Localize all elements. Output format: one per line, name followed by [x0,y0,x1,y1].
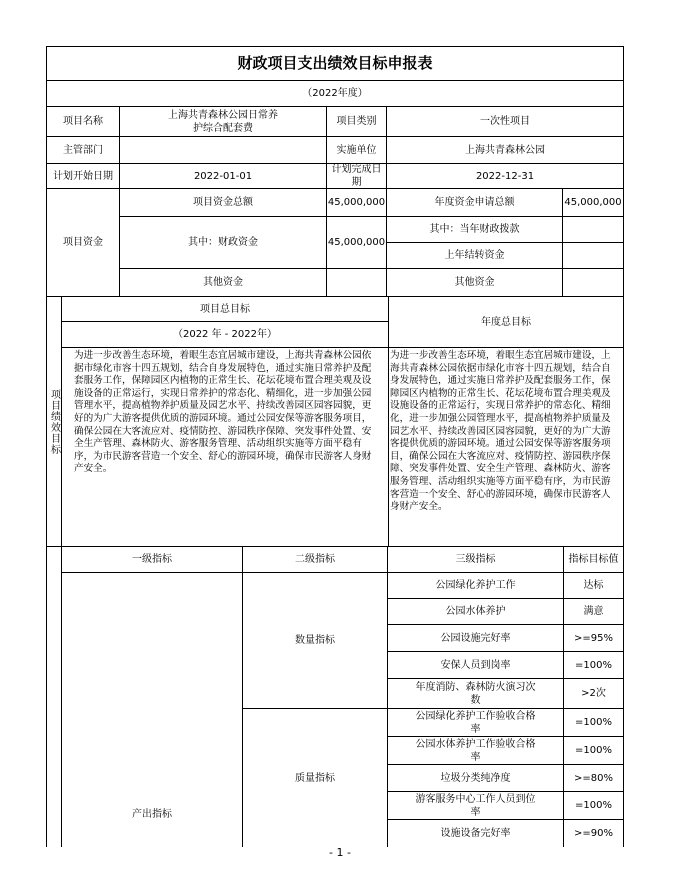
indicator-value: >=95% [564,625,623,652]
executor-value: 上海共青森林公园 [387,137,623,164]
level2-quality: 质量指标 [243,709,388,847]
funds-other2-label: 其他资金 [387,269,563,297]
executor-label: 实施单位 [327,137,387,164]
performance-form [46,46,624,847]
funds-fiscal-label: 其中：财政资金 [120,217,327,269]
indicator-value: =100% [564,792,623,820]
department-value [120,137,327,164]
annual-goal-text: 为进一步改善生态环境，着眼生态宜居城市建设，上海共青森林公园依据市绿化市容十四五规划，结合自身发展特色，通过实施日常养护及配套服务工作，保障园区内植物的正常生长、花坛花境布置合理美观及设施设备的正常运行，实现日常养护的常态化、精细化，进一步加强公园管理水平，提高植物养护质量及园艺水平、持续改善园区园容园貌，更好的为广大游客提供优质的游园环境。通过公园安保等游客服务项目，确保公园在大客流应对、疫情防控、游园秩序保障、突发事件处置、安全生产管理、森林防火、游客服务管理、活动组织实施等方面平稳有序，为市民游客营造一个安全、舒心的游园环境，确保市民游客人身财产安全。 [389,348,623,547]
goals-side-label: 项目绩效目标 [47,297,62,547]
indicator-name: 安保人员到岗率 [388,652,564,679]
funds-total-label: 项目资金总额 [120,189,327,217]
end-date-value: 2022-12-31 [387,164,623,189]
funds-other-value [327,269,387,297]
indicator-value: >2次 [564,679,623,709]
indicator-value: 达标 [564,573,623,599]
funds-carryover-label: 上年结转资金 [387,243,563,269]
funds-other-label: 其他资金 [120,269,327,297]
start-date-value: 2022-01-01 [120,164,327,189]
end-date-label: 计划完成日期 [327,164,387,189]
form-title: 财政项目支出绩效目标申报表 [47,47,623,81]
indicator-value: 满意 [564,599,623,625]
total-goal-period: （2022 年 - 2022年） [62,322,389,348]
indicator-name: 垃圾分类纯净度 [388,765,564,792]
project-category-label: 项目类别 [327,107,387,137]
level2-quantity: 数量指标 [243,573,388,709]
indicator-col2: 二级指标 [243,547,388,573]
indicator-value: >=90% [574,828,613,839]
funds-fiscal-value: 45,000,000 [327,217,387,269]
funds-carryover-value [563,243,623,269]
indicator-col1: 一级指标 [62,547,243,573]
funds-other2-value [563,269,623,297]
funds-current-value [563,217,623,243]
project-name-value: 上海共青森林公园日常养护综合配套费 [120,107,327,137]
total-goal-label: 项目总目标 [62,297,389,322]
form-year: （2022年度） [47,81,623,107]
indicator-col3: 三级指标 [388,547,564,573]
total-goal-text: 为进一步改善生态环境，着眼生态宜居城市建设，上海共青森林公园依据市绿化市容十四五规划，结合自身发展特色，通过实施日常养护及配套服务工作，保障园区内植物的正常生长、花坛花境布置合理美观及设施设备的正常运行，实现日常养护的常态化、精细化，进一步加强公园管理水平，提高植物养护质量及园艺水平、持续改善园区园容园貌，更好的为广大游客提供优质的游园环境。通过公园安保等游客服务项目，确保公园在大客流应对、疫情防控、游园秩序保障、突发事件处置、安全生产管理、森林防火、游客服务管理、活动组织实施等方面平稳有序，为市民游客营造一个安全、舒心的游园环境，确保市民游客人身财产安全。 [62,348,389,547]
funds-annual-label: 年度资金申请总额 [387,189,563,217]
indicator-value: =100% [564,737,623,765]
indicator-name: 公园设施完好率 [388,625,564,652]
department-label: 主管部门 [47,137,120,164]
indicator-name: 公园绿化养护工作验收合格率 [388,709,564,737]
indicator-name: 公园水体养护 [388,599,564,625]
annual-goal-label: 年度总目标 [389,297,623,348]
indicator-value: >=80% [564,765,623,792]
indicator-name: 设施设备完好率 [388,820,564,847]
level1-output: 产出指标 [62,573,243,847]
funds-current-label: 其中：当年财政拨款 [387,217,563,243]
indicator-col4: 指标目标值 [564,547,623,573]
indicator-name: 公园水体养护工作验收合格率 [388,737,564,765]
indicator-value: =100% [564,709,623,737]
funds-label: 项目资金 [47,189,120,297]
funds-annual-value: 45,000,000 [563,189,623,217]
page-number: - 1 - [329,846,351,859]
indicator-name: 年度消防、森林防火演习次数 [388,679,564,709]
indicator-value: =100% [564,652,623,679]
indicator-name: 公园绿化养护工作 [388,573,564,599]
start-date-label: 计划开始日期 [47,164,120,189]
funds-total-value: 45,000,000 [327,189,387,217]
indicator-name: 游客服务中心工作人员到位率 [388,792,564,820]
project-name-label: 项目名称 [47,107,120,137]
indicators-side [47,547,62,847]
project-category-value: 一次性项目 [387,107,623,137]
